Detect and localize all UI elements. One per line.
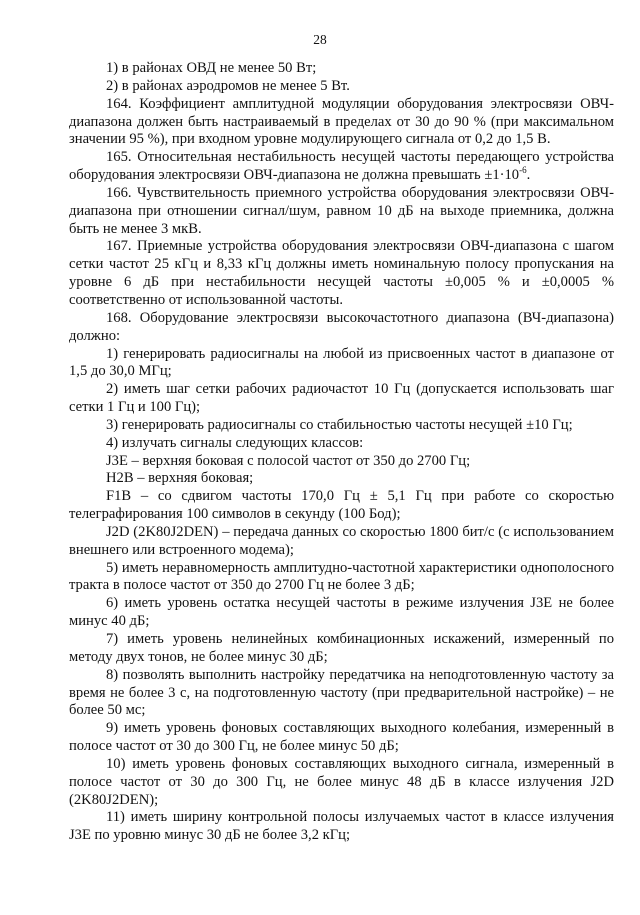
paragraph-165-exponent: -6 — [519, 165, 527, 176]
document-body — [69, 60, 614, 845]
paragraph-aerodrome-power: 2) в районах аэродромов не менее 5 Вт. — [106, 77, 350, 94]
emission-class-h2b: H2B – верхняя боковая; — [106, 470, 254, 487]
list-item-168-1: 1) генерировать радиосигналы на любой из присвоенных частот в диапазоне от 1,5 до 30,0 МГц; — [69, 345, 614, 380]
list-item-168-4: 4) излучать сигналы следующих классов: — [106, 434, 364, 451]
paragraph-167: 167. Приемные устройства оборудования электросвязи ОВЧ-диапазона с шагом сетки частот 25 кГц и 8,33 кГц должны иметь номинальную полосу пропускания на уровне 6 дБ при нестабильности несущей частоты ±0,005 % и ±0,0005 % соответственно от использованной частоты. — [69, 238, 614, 308]
list-item-168-3: 3) генерировать радиосигналы со стабильностью частоты несущей ±10 Гц; — [106, 416, 573, 433]
list-item-168-6: 6) иметь уровень остатка несущей частоты в режиме излучения J3E не более минус 40 дБ; — [69, 595, 614, 630]
paragraph-ovd-power: 1) в районах ОВД не менее 50 Вт; — [106, 60, 317, 76]
paragraph-168: 168. Оборудование электросвязи высокочастотного диапазона (ВЧ-диапазона) должно: — [69, 309, 614, 344]
emission-class-f1b: F1B – со сдвигом частоты 170,0 Гц ± 5,1 Гц при работе со скоростью телеграфирования 100 символов в секунду (100 Бод); — [69, 488, 614, 523]
list-item-168-7: 7) иметь уровень нелинейных комбинационных искажений, измеренный по методу двух тонов, не более минус 30 дБ; — [69, 631, 614, 665]
paragraph-165-tail: . — [526, 167, 531, 184]
paragraph-165-text: 165. Относительная нестабильность несущей частоты передающего устройства оборудования электросвязи ОВЧ-диапазона не должна превышать ±1·10 — [69, 149, 614, 184]
emission-class-j3e: J3E – верхняя боковая с полосой частот от 350 до 2700 Гц; — [106, 452, 471, 469]
list-item-168-2: 2) иметь шаг сетки рабочих радиочастот 10 Гц (допускается использовать шаг сетки 1 Гц и 100 Гц); — [69, 381, 614, 416]
page-number: 28 — [313, 32, 327, 47]
list-item-168-9: 9) иметь уровень фоновых составляющих выходного колебания, измеренный в полосе частот от 30 до 300 Гц, не более минус 50 дБ; — [69, 720, 614, 755]
emission-class-j2d: J2D (2K80J2DEN) – передача данных со скоростью 1800 бит/с (с использованием внешнего или встроенного модема); — [69, 523, 614, 558]
list-item-168-8: 8) позволять выполнить настройку передатчика на неподготовленную частоту за время не более 3 с, на подготовленную частоту (при предварительной настройке) – не более 50 мс; — [69, 666, 614, 719]
paragraph-165 — [69, 149, 614, 185]
list-item-168-5: 5) иметь неравномерность амплитудно-частотной характеристики однополосного тракта в полосе частот от 350 до 2700 Гц не более 3 дБ; — [69, 559, 614, 594]
list-item-168-11: 11) иметь ширину контрольной полосы излучаемых частот в классе излучения J3E по уровню минус 30 дБ не более 3,2 кГц; — [69, 809, 614, 844]
paragraph-164: 164. Коэффициент амплитудной модуляции оборудования электросвязи ОВЧ-диапазона должен быть настраиваемый в пределах от 30 до 90 % (при максимальном значении 95 %), при входном уровне модулирующего сигнала от 0,2 до 1,5 В. — [69, 95, 614, 148]
list-item-168-10: 10) иметь уровень фоновых составляющих выходного сигнала, измеренный в полосе частот от 30 до 300 Гц, не более минус 48 дБ в классе излучения J2D (2K80J2DEN); — [69, 755, 614, 808]
paragraph-166: 166. Чувствительность приемного устройства оборудования электросвязи ОВЧ-диапазона при отношении сигнал/шум, равном 10 дБ на выходе приемника, должна быть не менее 3 мкВ. — [69, 184, 614, 237]
